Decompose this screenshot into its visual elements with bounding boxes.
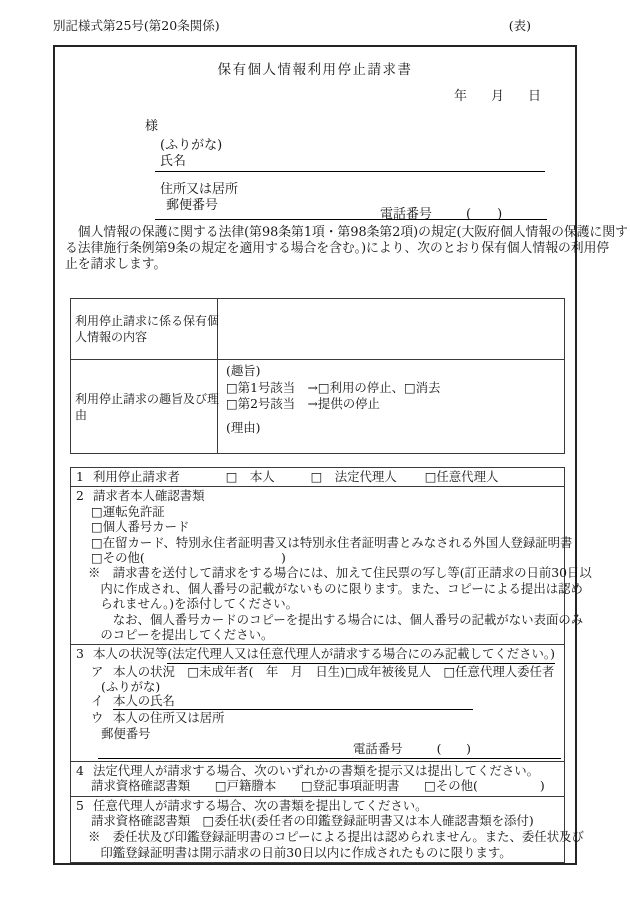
form-title: 保有個人情報利用停止請求書 (217, 62, 413, 78)
request-content-table (70, 298, 565, 454)
note-line: なお、個人番号カードのコピーを提出する場合には、個人番号の記載がない表面のみ (88, 611, 584, 627)
table-row (71, 360, 564, 453)
form-box (53, 45, 628, 865)
phone-label: 電話番号 (353, 741, 403, 757)
intro-line: る法律施行条例第9条の規定を適用する場合を含む。)により、次のとおり保有個人情報の利用停 (65, 241, 610, 257)
addressee-sama-label: 様 (145, 119, 159, 134)
table-row (71, 299, 564, 360)
side-label: (表) (508, 18, 531, 33)
phone-area-parens: ( ) (466, 207, 503, 222)
principal-status-title: 本人の状況等 (93, 646, 168, 662)
principal-status-checkbox-line[interactable]: 本人の状況 □未成年者( 年 月 日生)□成年被後見人 □任意代理人委任者 (113, 664, 555, 680)
requester-voluntary-rep-checkbox[interactable]: □任意代理人 (424, 469, 499, 484)
retained-info-content-label: 利用停止請求に係る保有個 人情報の内容 (71, 299, 218, 359)
legal-rep-docs-checkbox-line[interactable]: 請求資格確認書類 □戸籍謄本 □登記事項証明書 □その他( ) (91, 778, 545, 794)
section-number: 1 (76, 469, 84, 484)
principal-phone-input-line[interactable] (98, 741, 561, 759)
note-line: ※ 請求書を送付して請求をする場合には、加えて住民票の写し等(訂正請求の日前30日以 (88, 565, 592, 581)
retained-info-content-field[interactable] (218, 299, 564, 359)
note-line: ※ 委任状及び印鑑登録証明書のコピーによる提出は認められません。また、委任状及び (88, 829, 584, 845)
principal-postal-code-label: 郵便番号 (101, 725, 151, 741)
residence-card-checkbox[interactable]: □在留カード、特別永住者証明書又は特別永住者証明書とみなされる外国人登録証明書 (91, 534, 573, 550)
purpose-header-label: (趣旨) (226, 363, 261, 378)
section-number: 3 (76, 646, 84, 662)
reason-header-label: (理由) (226, 419, 261, 435)
day-label: 日 (527, 89, 541, 104)
note-line: られません。)を添付してください。 (88, 596, 299, 612)
name-input-line[interactable] (155, 171, 545, 172)
principal-status-title-note: (法定代理人又は任意代理人が請求する場合にのみ記載してください。) (167, 646, 555, 664)
section-requester (71, 468, 564, 486)
intro-line: 止を請求します。 (65, 257, 167, 273)
drivers-license-checkbox[interactable]: □運転免許証 (91, 503, 165, 519)
furigana-label: (ふりがな) (101, 678, 161, 694)
note-line: のコピーを提出してください。 (88, 627, 274, 643)
requester-legal-rep-checkbox[interactable]: □ 法定代理人 (310, 469, 397, 484)
row-a-marker: ア (91, 664, 104, 680)
section-identity-documents (71, 486, 592, 644)
purpose-option-1-checkbox-line[interactable]: □第1号該当 →□利用の停止、□消去 (226, 379, 441, 395)
address-label: 住所又は居所 (160, 182, 239, 197)
principal-name-input-line[interactable]: 本人の氏名 (113, 693, 473, 711)
section-number: 5 (76, 797, 84, 813)
purpose-reason-field (218, 360, 564, 453)
section-number: 2 (76, 488, 84, 504)
phone-label: 電話番号 (380, 207, 433, 222)
intro-line: 個人情報の保護に関する法律(第98条第1項・第98条第2項)の規定(大阪府個人情報の保護に関す (65, 225, 628, 240)
row-c-marker: ウ (91, 710, 104, 726)
postal-code-label: 郵便番号 (166, 198, 219, 213)
section-legal-representative (71, 761, 564, 796)
section-principal-status (71, 644, 564, 760)
row-b-marker: イ (91, 692, 104, 708)
date-line[interactable] (454, 85, 541, 104)
form-number-label: 別記様式第25号(第20条関係) (53, 18, 220, 33)
section-voluntary-representative (71, 796, 584, 863)
note-line: 内に作成され、個人番号の記載がないものに限ります。また、コピーによる提出は認め (88, 580, 583, 596)
voluntary-rep-title: 任意代理人が請求する場合、次の書類を提出してください。 (93, 797, 428, 813)
voluntary-rep-docs-checkbox-line[interactable]: 請求資格確認書類 □委任状(委任者の印鑑登録証明書又は本人確認書類を添付) (91, 813, 534, 829)
legal-rep-title: 法定代理人が請求する場合、次のいずれかの書類を提示又は提出してください。 (93, 762, 540, 778)
purpose-reason-label: 利用停止請求の趣旨及び理 由 (71, 360, 218, 453)
phone-input-line[interactable] (155, 203, 547, 220)
furigana-label: (ふりがな) (160, 138, 223, 153)
principal-address-label: 本人の住所又は居所 (113, 710, 225, 726)
identity-docs-title: 請求者本人確認書類 (93, 488, 205, 504)
name-label: 氏名 (160, 154, 187, 169)
intro-paragraph (65, 225, 628, 274)
year-label: 年 (453, 89, 467, 104)
applicant-details-table (70, 467, 592, 863)
requester-self-checkbox[interactable]: □ 本人 (225, 469, 275, 484)
phone-area-parens: ( ) (436, 741, 472, 757)
month-label: 月 (490, 89, 504, 104)
purpose-option-2-checkbox-line[interactable]: □第2号該当 →提供の停止 (226, 396, 380, 411)
note-line: 印鑑登録証明書は開示請求の日前30日以内に作成されたものに限ります。 (88, 844, 512, 860)
other-document-checkbox[interactable]: □その他( ) (91, 550, 286, 566)
my-number-card-checkbox[interactable]: □個人番号カード (91, 519, 190, 535)
requester-title: 利用停止請求者 (93, 469, 180, 484)
top-labels (53, 16, 531, 34)
section-number: 4 (76, 762, 84, 778)
